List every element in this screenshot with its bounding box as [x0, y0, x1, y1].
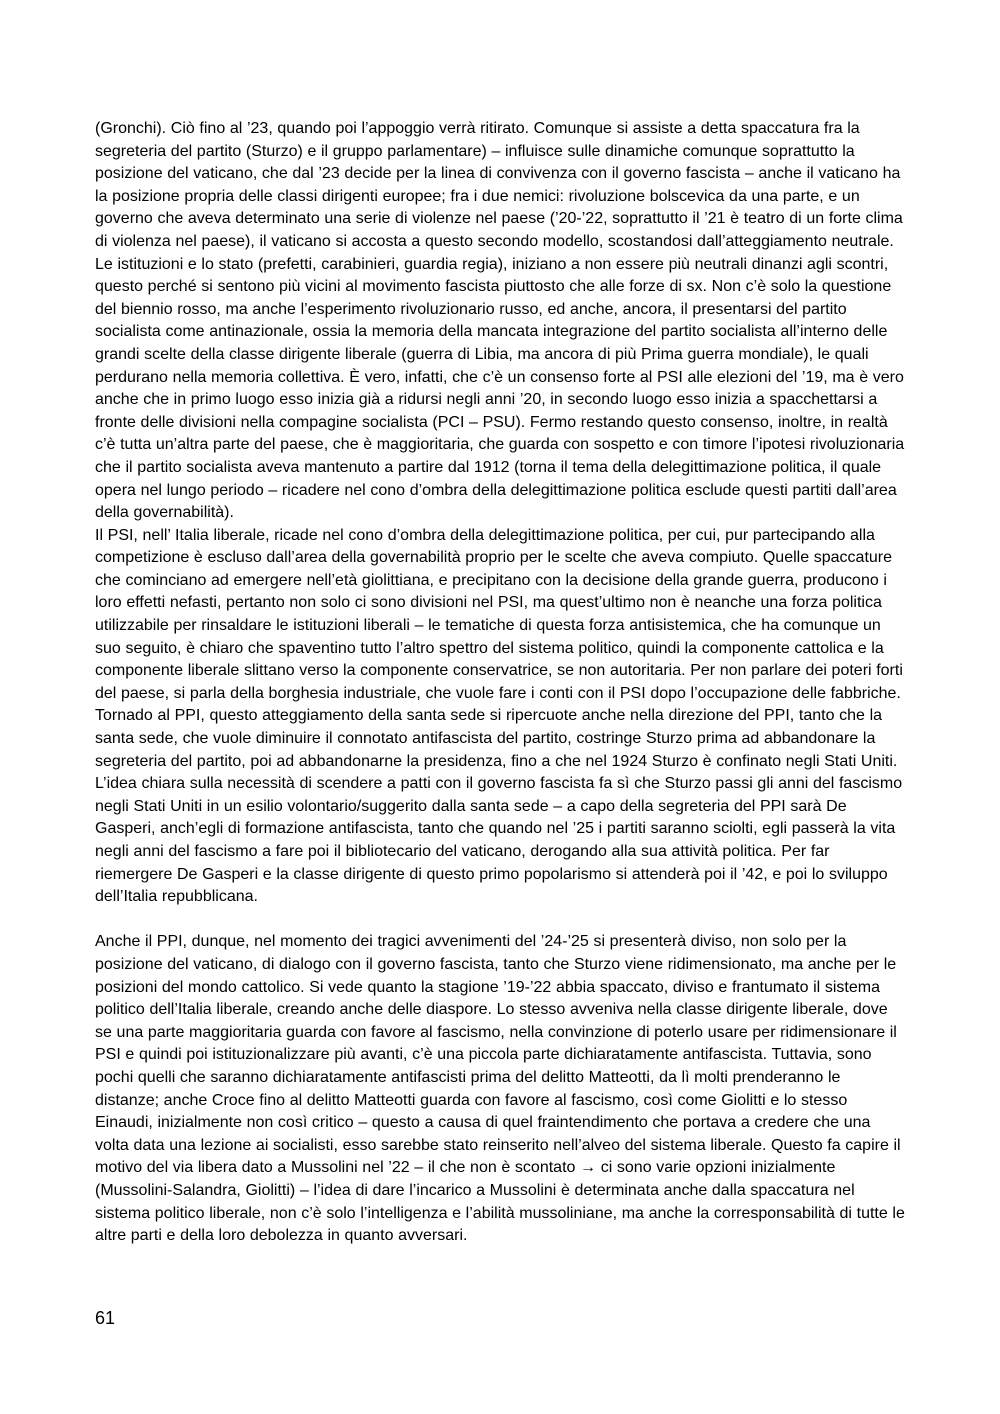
paragraph-2: Le istituzioni e lo stato (prefetti, carabinieri, guardia regia), iniziano a non essere più neutrali dinanzi agli scontri, questo perché si sentono più vicini al movimento fascista piuttosto che alle forze di sx. Non c’è solo la questione del biennio rosso, ma anche l’esperimento rivoluzionario russo, ed anche, ancora, il presentarsi del partito socialista come antinazionale, ossia la memoria della mancata integrazione del partito socialista all’interno delle grandi scelte della classe dirigente liberale (guerra di Libia, ma ancora di più Prima guerra mondiale), le quali perdurano nella memoria collettiva. È vero, infatti, che c’è un consenso forte al PSI alle elezioni del ’19, ma è vero anche che in primo luogo esso inizia già a ridursi negli anni ’20, in secondo luogo esso inizia a spacchettarsi a fronte delle divisioni nella compagine socialista (PCI – PSU). Fermo restando questo consenso, inoltre, in realtà c’è tutta un’altra parte del paese, che è maggioritaria, che guarda con sospetto e con timore l’ipotesi rivoluzionaria che il partito socialista aveva mantenuto a partire dal 1912 (torna il tema della delegittimazione politica, il quale opera nel lungo periodo – ricadere nel cono d’ombra della delegittimazione politica esclude questi partiti dall’area della governabilità).: [95, 255, 905, 522]
paragraph-3: Il PSI, nell’ Italia liberale, ricade nel cono d’ombra della delegittimazione politica, per cui, pur partecipando alla competizione è escluso dall’area della governabilità proprio per le scelte che aveva compiuto. Quelle spaccature che cominciano ad emergere nell’età giolittiana, e precipitano con la decisione della grande guerra, producono i loro effetti nefasti, pertanto non solo ci sono divisioni nel PSI, ma quest’ultimo non è neanche una forza politica utilizzabile per rinsaldare le istituzioni liberali – le tematiche di questa forza antisistemica, che ha comunque un suo seguito, è chiaro che spaventino tutto l’altro spettro del sistema politico, quindi la componente cattolica e la componente liberale slittano verso la componente conservatrice, se non autoritaria. Per non parlare dei poteri forti del paese, si parla della borghesia industriale, che vuole fare i conti con il PSI dopo l’occupazione delle fabbriche.: [95, 526, 903, 702]
paragraph-1: (Gronchi). Ciò fino al ’23, quando poi l’appoggio verrà ritirato. Comunque si assiste a detta spaccatura fra la segreteria del partito (Sturzo) e il gruppo parlamentare) – influisce sulle dinamiche comunque soprattutto la posizione del vaticano, che dal ’23 decide per la linea di convivenza con il governo fascista – anche il vaticano ha la posizione propria delle classi dirigenti europee; fra i due nemici: rivoluzione bolscevica da una parte, e un governo che aveva determinato una serie di violenze nel paese (’20-’22, soprattutto il ’21 è teatro di un forte clima di violenza nel paese), il vaticano si accosta a questo secondo modello, scostandosi dall’atteggiamento neutrale.: [95, 120, 903, 250]
paragraph-5: Anche il PPI, dunque, nel momento dei tragici avvenimenti del ’24-’25 si presenterà diviso, non solo per la posizione del vaticano, di dialogo con il governo fascista, tanto che Sturzo viene ridimensionato, ma anche per le posizioni del mondo cattolico. Si vede quanto la stagione ’19-’22 abbia spaccato, diviso e frantumato il sistema politico dell’Italia liberale, creando anche delle diaspore. Lo stesso avveniva nella classe dirigente liberale, dove se una parte maggioritaria guarda con favore al fascismo, nella convinzione di poterlo usare per ridimensionare il PSI e quindi poi istituzionalizzare più avanti, c’è una piccola parte dichiaratamente antifascista. Tuttavia, sono pochi quelli che saranno dichiaratamente antifascisti prima del delitto Matteotti, da lì molti prenderanno le distanze; anche Croce fino al delitto Matteotti guarda con favore al fascismo, così come Giolitti e lo stesso Einaudi, inizialmente non così critico – questo a causa di quel fraintendimento che portava a credere che una volta data una lezione ai socialisti, esso sarebbe stato reinserito nell’alveo del sistema liberale. Questo fa capire il motivo del via libera dato a Mussolini nel ’22 – il che non è scontato → ci sono varie opzioni inizialmente (Mussolini-Salandra, Giolitti) – l’idea di dare l’incarico a Mussolini è determinata anche dalla spaccatura nel sistema politico liberale, non c’è solo l’intelligenza e l’abilità mussoliniane, ma anche la corresponsabilità di tutte le altre parti e della loro debolezza in quanto avversari.: [95, 933, 905, 1245]
paragraph-4: Tornado al PPI, questo atteggiamento della santa sede si ripercuote anche nella direzione del PPI, tanto che la santa sede, che vuole diminuire il connotato antifascista del partito, costringe Sturzo prima ad abbandonare la segreteria del partito, poi ad abbandonarne la presidenza, fino a che nel 1924 Sturzo è confinato negli Stati Uniti. L’idea chiara sulla necessità di scendere a patti con il governo fascista fa sì che Sturzo passi gli anni del fascismo negli Stati Uniti in un esilio volontario/suggerito dalla santa sede – a capo della segreteria del PPI sarà De Gasperi, anch’egli di formazione antifascista, tanto che quando nel ’25 i partiti saranno sciolti, egli passerà la vita negli anni del fascismo a fare poi il bibliotecario del vaticano, derogando alla sua attività politica. Per far riemergere De Gasperi e la classe dirigente di questo primo popolarismo si attenderà poi il ’42, e poi lo sviluppo dell’Italia repubblicana.: [95, 707, 903, 906]
page-number: 61: [95, 1308, 116, 1328]
body-text: [95, 118, 907, 1248]
